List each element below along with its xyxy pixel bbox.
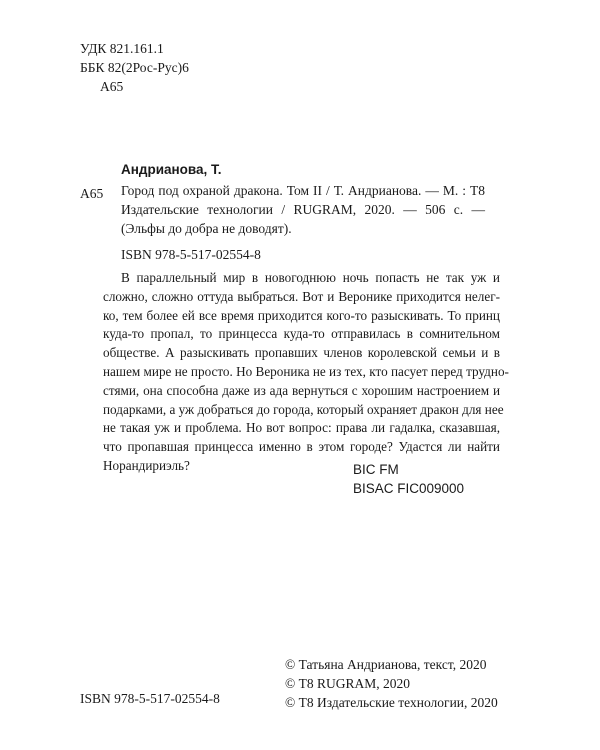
copyright-block bbox=[285, 655, 498, 712]
subject-codes bbox=[353, 460, 464, 498]
bisac-code: BISAC FIC009000 bbox=[353, 481, 465, 496]
annotation-line: куда-то пропал, то принцесса куда-то отправилась в сомнительном bbox=[103, 326, 500, 342]
annotation-line: обществе. А разыскивать пропавших членов королевской семьи и в bbox=[103, 345, 500, 361]
classification-block bbox=[80, 39, 189, 96]
bic-code: BIC FM bbox=[353, 462, 399, 477]
annotation-line: что пропавшая принцесса именно в этом городе? Удастся ли найти bbox=[103, 439, 500, 455]
copyright-line: © Т8 RUGRAM, 2020 bbox=[285, 676, 411, 691]
isbn-bottom: ISBN 978-5-517-02554-8 bbox=[80, 691, 220, 706]
author-name: Андрианова, Т. bbox=[121, 162, 222, 177]
isbn-top: ISBN 978-5-517-02554-8 bbox=[121, 247, 261, 262]
annotation-line: стями, она способна даже из ада вернуться с хорошим настроением и bbox=[103, 382, 500, 398]
annotation-line: не такая уж и проблема. Но вот вопрос: права ли гадалка, сказавшая, bbox=[103, 420, 500, 436]
bib-line: Издательские технологии / RUGRAM, 2020. — 506 с. — bbox=[121, 202, 485, 217]
bib-line: Город под охраной дракона. Том II / Т. Андрианова. — М. : Т8 bbox=[121, 183, 485, 198]
bib-line: (Эльфы до добра не доводят). bbox=[121, 221, 292, 236]
copyright-line: © Татьяна Андрианова, текст, 2020 bbox=[285, 657, 487, 672]
udk-code: УДК 821.161.1 bbox=[80, 41, 164, 56]
annotation-line: подарками, а уж добраться до города, который охраняет дракон для нее bbox=[103, 401, 504, 417]
annotation-line: Норандириэль? bbox=[103, 457, 190, 473]
author-mark-top: А65 bbox=[100, 79, 124, 94]
annotation-line: ко, тем более ей все время приходится кого-то разыскивать. То принц bbox=[103, 307, 500, 323]
copyright-line: © Т8 Издательские технологии, 2020 bbox=[285, 695, 498, 710]
annotation-line: В параллельный мир в новогоднюю ночь попасть не так уж и bbox=[121, 270, 500, 285]
annotation bbox=[103, 269, 509, 476]
bibliographic-mark: А65 bbox=[80, 186, 104, 201]
annotation-line: нашем мире не просто. Но Вероника не из тех, кто пасует перед трудно- bbox=[103, 363, 509, 379]
annotation-line: сложно, сложно оттуда выбраться. Вот и Веронике приходится нелег- bbox=[103, 288, 500, 304]
bibliographic-description bbox=[121, 181, 485, 238]
bbk-code: ББК 82(2Рос-Рус)6 bbox=[80, 60, 189, 75]
